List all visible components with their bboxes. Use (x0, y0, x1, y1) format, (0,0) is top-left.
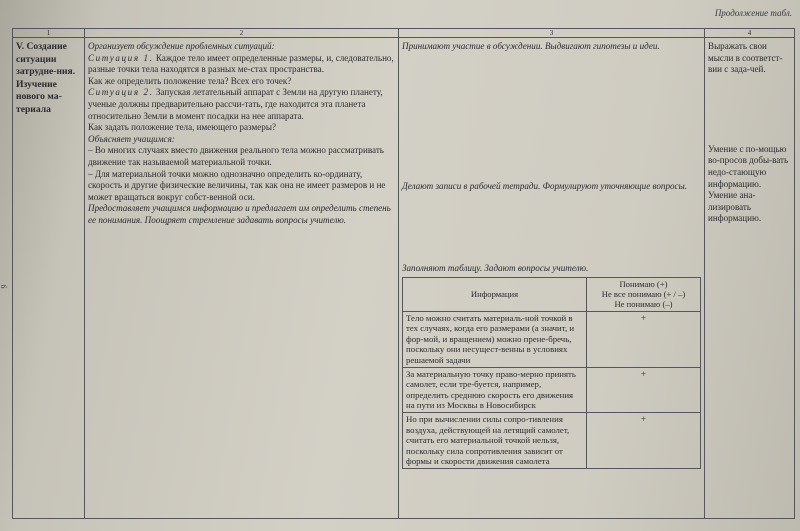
situation-2 (88, 87, 395, 122)
skills-part-1: Выражать свои мысли в соответст-вии с зада-чей. (708, 41, 783, 75)
understanding-mark: + (587, 412, 701, 468)
skills-part-2: Умение с по-мощью во-просов добы-вать недо-стающую информацию. Умение ана-лизировать информацию. (708, 143, 789, 224)
legend-not-understand: Не понимаю (–) (614, 299, 673, 310)
explains-heading: Объясняет учащимся: (88, 133, 175, 144)
header-legend (587, 278, 701, 312)
situation-1-label: Ситуация 1. (88, 52, 154, 63)
understanding-mark: + (587, 311, 701, 367)
stage-row (13, 38, 795, 519)
info-text: За материальную точку право-мерно принять самолет, если тре-буется, например, определить среднюю скорость его движения на пути из Москвы в Новосибирск (403, 367, 587, 412)
info-text: Тело можно считать материаль-ной точкой в тех случаях, когда его размерами (а значит, и фор-мой, и вращением) можно прене-бречь, поскольку они несущест-венны в условиях решаемой задачи (403, 311, 587, 367)
lesson-plan-table (12, 28, 795, 519)
students-part-3: Заполняют таблицу. Задают вопросы учителю. (402, 263, 589, 273)
column-number: 1 (13, 29, 85, 38)
column-number: 4 (705, 29, 795, 38)
table-row (403, 367, 701, 412)
legend-partial: Не все понимаю (+ / –) (601, 289, 686, 300)
side-page-number: 9 (0, 284, 9, 289)
legend-understand: Понимаю (+) (619, 279, 668, 289)
situation-2-text: Запуская летательный аппарат с Земли на другую планету, ученые должны предварительно рассчи-тать, где находится эта планета относительно Земли в момент посадки на нее аппарата. (88, 87, 383, 121)
situation-1 (88, 53, 395, 76)
understanding-table (402, 277, 701, 469)
stage-cell (13, 38, 85, 519)
explain-2: – Для материальной точки можно однозначно определить ко-ординату, скорость и другие физические величины, так как она не имеет размеров и не может вращаться вокруг собст-венной оси. (88, 168, 386, 202)
student-activity-cell (399, 38, 705, 519)
understanding-table-header (403, 278, 701, 312)
situation-1-text: Каждое тело имеет определенные размеры, и, следовательно, разные точки тела находятся в разных ме-стах пространства. (88, 52, 394, 75)
teacher-activity-cell (85, 38, 399, 519)
situation-2-label: Ситуация 2. (88, 87, 154, 98)
table-row (403, 412, 701, 468)
students-part-2: Делают записи в рабочей тетради. Формулируют уточняющие вопросы. (402, 181, 688, 191)
teacher-intro: Организует обсуждение проблемных ситуаций: (88, 41, 275, 51)
provides-info: Предоставляет учащимся информацию и предлагает им определить степень ее понимания. Поощряет стремление задавать вопросы учителю. (88, 203, 391, 225)
info-text: Но при вычислении силы сопро-тивления воздуха, действующей на летящий самолет, считать его материальной точкой нельзя, поскольку сила сопротивления зависит от формы и скорости движения самолета (403, 412, 587, 468)
understanding-mark: + (587, 367, 701, 412)
column-number-row (13, 29, 795, 38)
situation-1-question: Как же определить положение тела? Всех его точек? (88, 75, 292, 86)
students-part-1: Принимают участие в обсуждении. Выдвигают гипотезы и идеи. (402, 41, 660, 51)
question-2: Как задать положение тела, имеющего размеры? (88, 122, 276, 133)
table-row (403, 311, 701, 367)
continuation-note: Продолжение табл. (714, 8, 792, 18)
column-number: 3 (399, 29, 705, 38)
column-number: 2 (85, 29, 399, 38)
skills-cell (705, 38, 795, 519)
stage-title: V. Создание ситуации затрудне-ния. Изучение нового ма-териала (16, 41, 76, 115)
explain-1: – Во многих случаях вместо движения реального тела можно рассматривать движение так называемой материальной точки. (88, 145, 384, 167)
header-information: Информация (403, 278, 587, 312)
